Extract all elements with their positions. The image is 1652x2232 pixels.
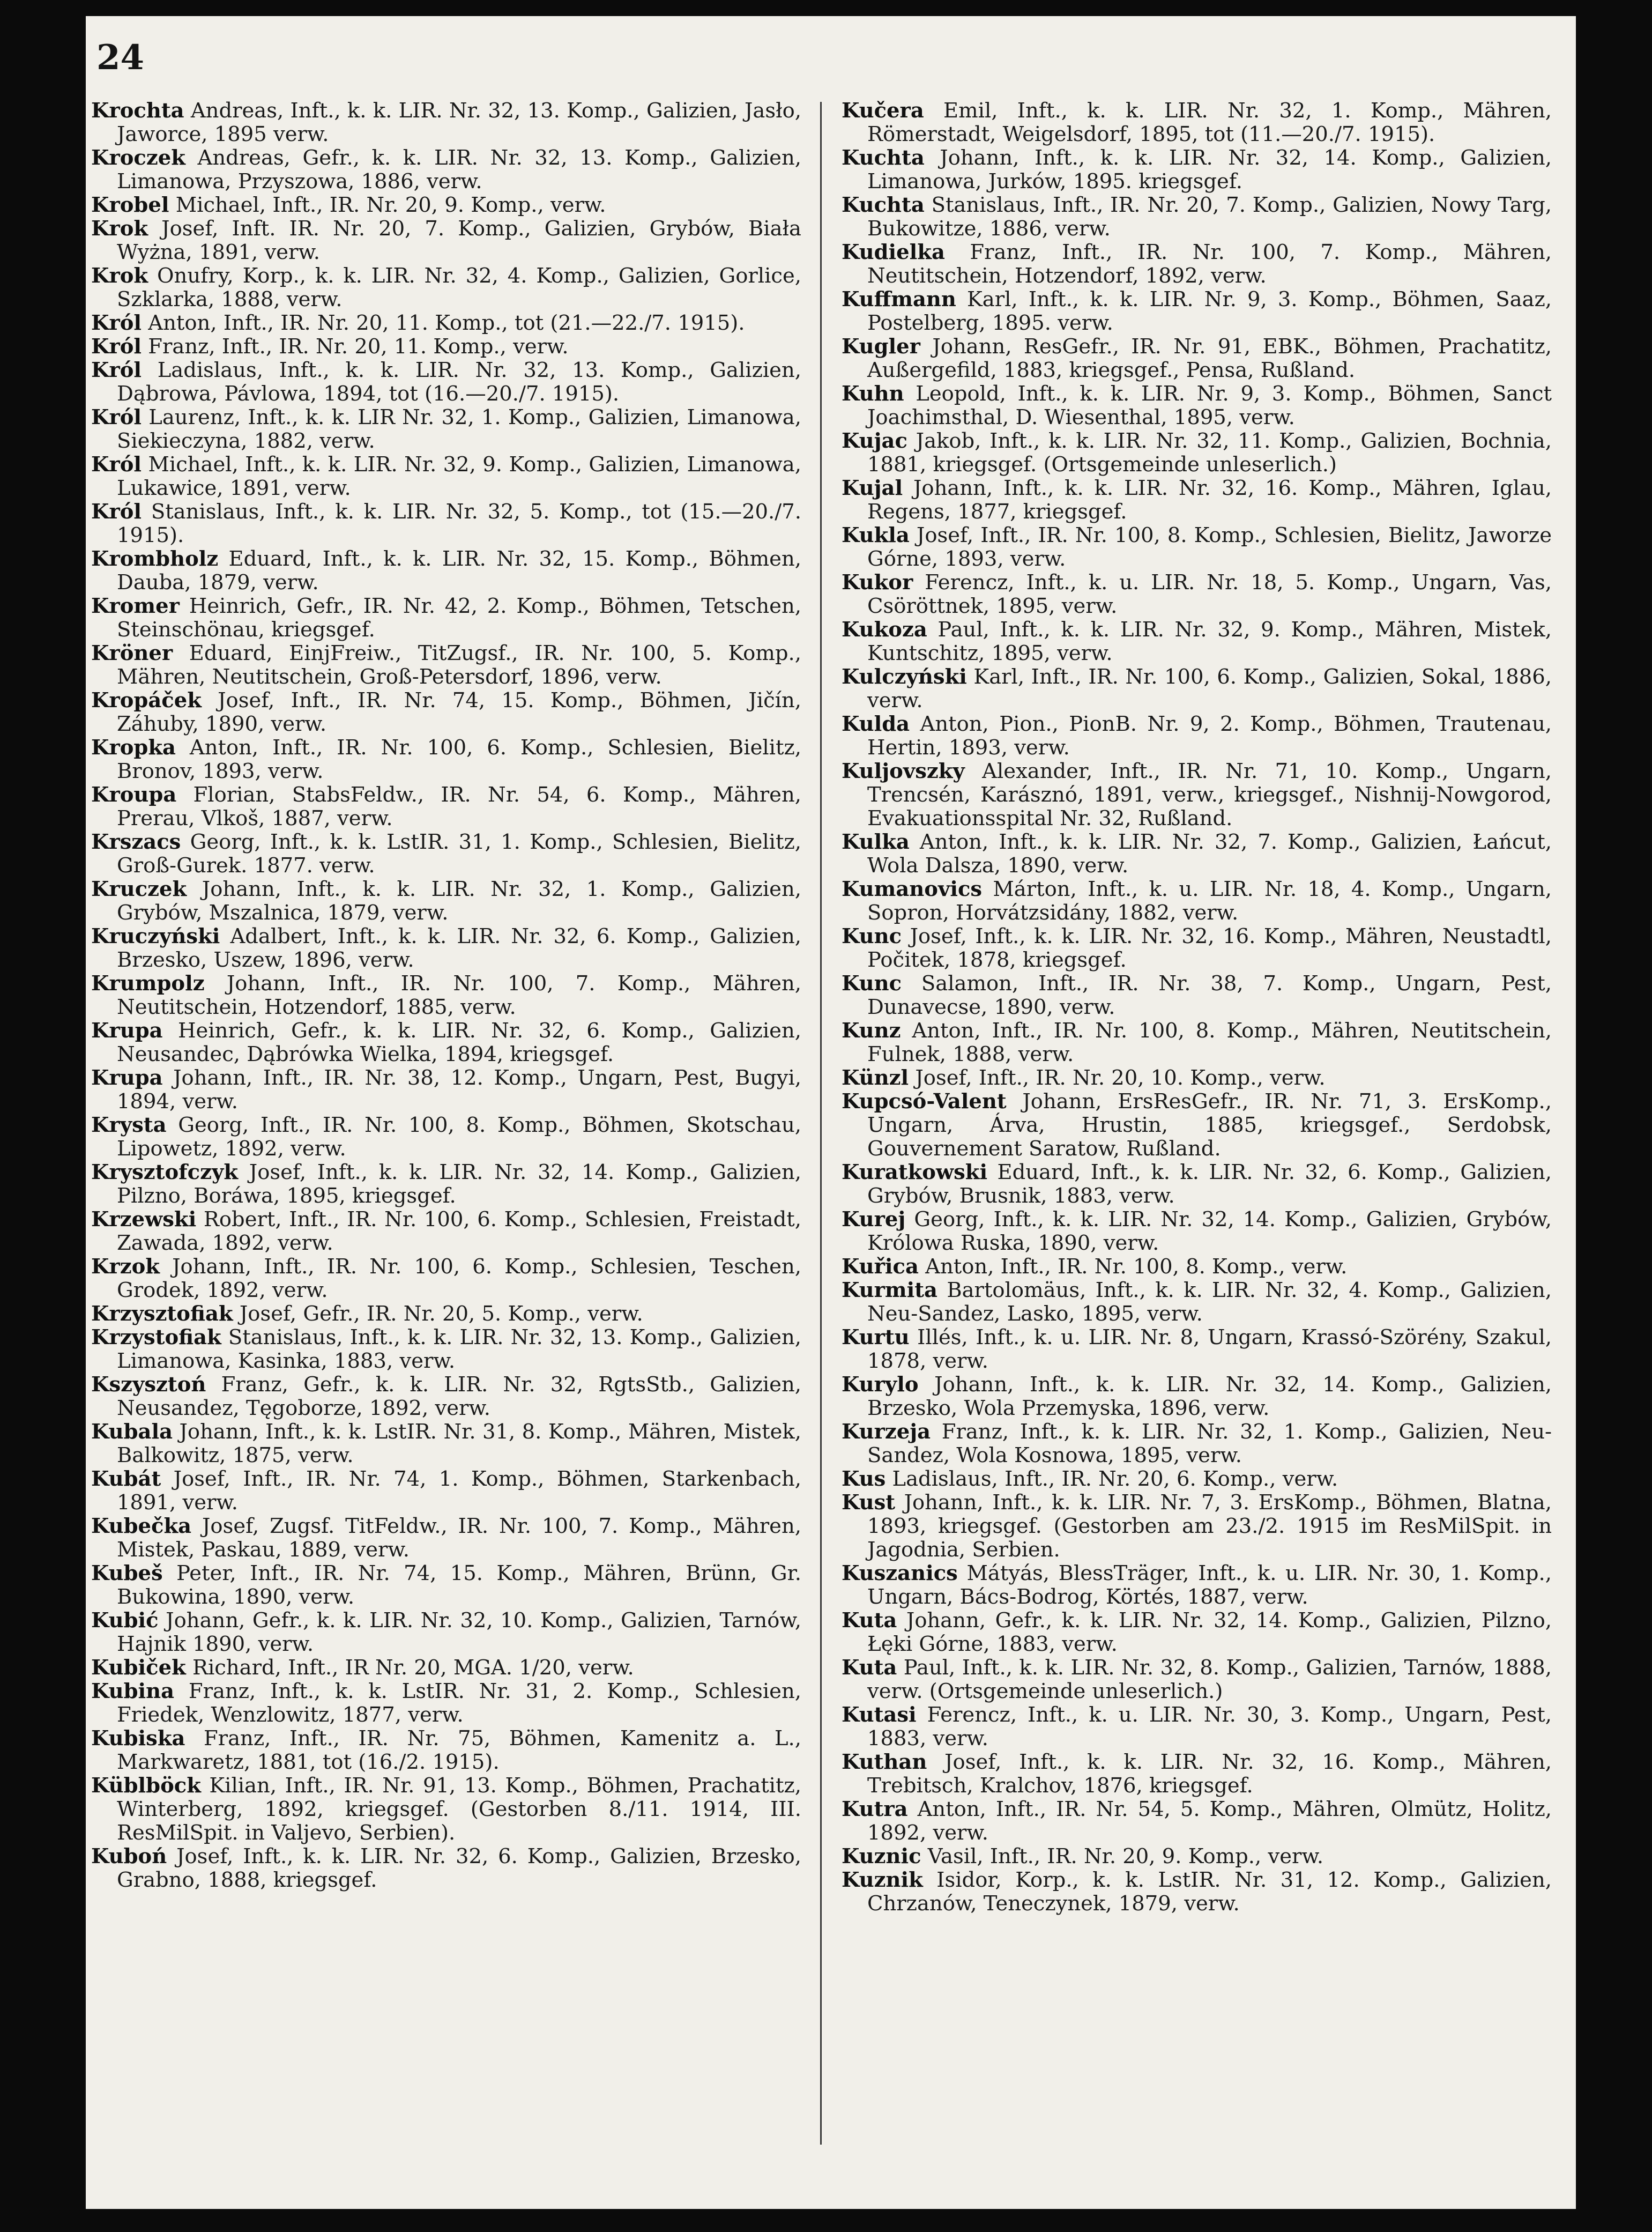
entry-surname: Kuthan [842, 1750, 927, 1774]
entry-details: Paul, Inft., k. k. LIR. Nr. 32, 9. Komp., Mähren, Mistek, Kuntschitz, 1895, verw. [867, 618, 1552, 665]
entry-surname: Kubečka [91, 1514, 192, 1538]
entry-details: Ferencz, Inft., k. u. LIR. Nr. 30, 3. Komp., Ungarn, Pest, 1883, verw. [867, 1703, 1552, 1751]
register-entry [842, 1491, 1552, 1562]
entry-details: Josef, Inft., k. k. LIR. Nr. 32, 14. Komp., Galizien, Pilzno, Boráwa, 1895, kriegsgef. [117, 1160, 801, 1208]
entry-surname: Kroczek [91, 146, 185, 170]
entry-details: Johann, Gefr., k. k. LIR. Nr. 32, 10. Komp., Galizien, Tarnów, Hajnik 1890, verw. [117, 1608, 801, 1656]
register-entry [91, 335, 801, 359]
entry-details: Mátyás, BlessTräger, Inft., k. u. LIR. Nr. 30, 1. Komp., Ungarn, Bács-Bodrog, Körtés, 1887, verw. [867, 1561, 1552, 1609]
entry-surname: Kudielka [842, 240, 945, 264]
entry-surname: Kurmita [842, 1278, 937, 1302]
entry-details: Johann, Inft., IR. Nr. 100, 7. Komp., Mähren, Neutitschein, Hotzendorf, 1885, verw. [117, 972, 801, 1019]
entry-surname: Kuchta [842, 193, 925, 217]
entry-details: Heinrich, Gefr., IR. Nr. 42, 2. Komp., Böhmen, Tetschen, Steinschönau, kriegsgef. [117, 594, 801, 642]
entry-details: Heinrich, Gefr., k. k. LIR. Nr. 32, 6. Komp., Galizien, Neusandec, Dąbrówka Wielka, 1894, kriegsgef. [117, 1019, 801, 1066]
entry-details: Johann, ResGefr., IR. Nr. 91, EBK., Böhmen, Prachatitz, Außergefild, 1883, kriegsgef., Pensa, Rußland. [867, 335, 1552, 382]
entry-details: Johann, Inft., k. k. LIR. Nr. 32, 14. Komp., Galizien, Limanowa, Jurków, 1895. kriegsgef. [867, 146, 1552, 194]
register-entry [91, 783, 801, 830]
register-entry [842, 99, 1552, 146]
entry-surname: Kuszanics [842, 1561, 958, 1585]
entry-details: Georg, Inft., k. k. LIR. Nr. 32, 14. Komp., Galizien, Grybów, Królowa Ruska, 1890, verw. [867, 1207, 1552, 1255]
register-entry [842, 1845, 1552, 1868]
entry-details: Johann, Gefr., k. k. LIR. Nr. 32, 14. Komp., Galizien, Pilzno, Łęki Górne, 1883, verw. [867, 1608, 1552, 1656]
register-entry [91, 99, 801, 146]
entry-details: Peter, Inft., IR. Nr. 74, 15. Komp., Mähren, Brünn, Gr. Bukowina, 1890, verw. [117, 1561, 801, 1609]
entry-surname: Kurzeja [842, 1420, 931, 1444]
entry-surname: Kuratkowski [842, 1160, 988, 1184]
register-entry [842, 760, 1552, 830]
entry-details: Illés, Inft., k. u. LIR. Nr. 8, Ungarn, Krassó-Szörény, Szakul, 1878, verw. [867, 1325, 1552, 1373]
entry-details: Johann, Inft., k. k. LIR. Nr. 7, 3. ErsKomp., Böhmen, Blatna, 1893, kriegsgef. (Gestorben am 23./2. 1915 im ResMilSpit. in Jagodnia, Serbien. [867, 1491, 1552, 1562]
entry-surname: Krzystofiak [91, 1325, 221, 1349]
entry-details: Johann, Inft., k. k. LIR. Nr. 32, 14. Komp., Galizien, Brzesko, Wola Przemyska, 1896, verw. [867, 1373, 1552, 1420]
entry-surname: Kurej [842, 1207, 906, 1232]
entry-details: Johann, Inft., k. k. LIR. Nr. 32, 1. Komp., Galizien, Grybów, Mszalnica, 1879, verw. [117, 877, 801, 925]
entry-surname: Kruczyński [91, 924, 220, 948]
register-entry [842, 429, 1552, 477]
register-entry [91, 194, 801, 217]
entry-details: Johann, Inft., k. k. LIR. Nr. 32, 16. Komp., Mähren, Iglau, Regens, 1877, kriegsgef. [867, 476, 1552, 524]
register-entry [91, 406, 801, 453]
register-entry [842, 1090, 1552, 1161]
register-entry [91, 500, 801, 547]
entry-details: Franz, Gefr., k. k. LIR. Nr. 32, RgtsStb., Galizien, Neusandez, Tęgoborze, 1892, verw. [117, 1373, 801, 1420]
entry-surname: Kuhn [842, 382, 904, 406]
entry-details: Andreas, Inft., k. k. LIR. Nr. 32, 13. Komp., Galizien, Jasło, Jaworce, 1895 verw. [117, 99, 801, 146]
entry-details: Márton, Inft., k. u. LIR. Nr. 18, 4. Komp., Ungarn, Sopron, Horvátzsidány, 1882, verw. [867, 877, 1552, 925]
entry-details: Anton, Inft., IR. Nr. 100, 8. Komp., Mähren, Neutitschein, Fulnek, 1888, verw. [867, 1019, 1552, 1066]
entry-surname: Kulczyński [842, 665, 967, 689]
entry-surname: Król [91, 311, 142, 335]
entry-details: Josef, Inft. IR. Nr. 20, 7. Komp., Galizien, Grybów, Biała Wyżna, 1891, verw. [117, 217, 801, 264]
entry-details: Johann, Inft., k. k. LstIR. Nr. 31, 8. Komp., Mähren, Mistek, Balkowitz, 1875, verw. [117, 1420, 801, 1467]
register-entry [842, 618, 1552, 665]
entry-details: Josef, Gefr., IR. Nr. 20, 5. Komp., verw. [233, 1302, 643, 1326]
register-entry [842, 1868, 1552, 1916]
entry-surname: Kučera [842, 99, 924, 123]
entry-surname: Krupa [91, 1019, 163, 1043]
register-entry [91, 547, 801, 595]
entry-surname: Krysta [91, 1113, 167, 1137]
register-entry [91, 1845, 801, 1892]
entry-details: Robert, Inft., IR. Nr. 100, 6. Komp., Schlesien, Freistadt, Zawada, 1892, verw. [117, 1207, 801, 1255]
register-entry [842, 335, 1552, 382]
register-entry [842, 1279, 1552, 1326]
entry-details: Franz, Inft., IR. Nr. 75, Böhmen, Kamenitz a. L., Markwaretz, 1881, tot (16./2. 1915). [117, 1726, 801, 1774]
entry-surname: Kukor [842, 570, 913, 595]
entry-details: Kilian, Inft., IR. Nr. 91, 13. Komp., Böhmen, Prachatitz, Winterberg, 1892, kriegsgef. (Gestorben 8./11. 1914, III. ResMilSpit. in Valjevo, Serbien). [117, 1774, 801, 1845]
entry-surname: Kulda [842, 712, 910, 736]
entry-details: Stanislaus, Inft., k. k. LIR. Nr. 32, 13. Komp., Galizien, Limanowa, Kasinka, 1883, verw. [117, 1325, 801, 1373]
register-entry [842, 1255, 1552, 1279]
register-entry [91, 972, 801, 1019]
entry-surname: Król [91, 453, 142, 477]
register-entry [91, 312, 801, 335]
register-entry [91, 1066, 801, 1114]
entry-surname: Kunc [842, 972, 902, 996]
entry-details: Michael, Inft., k. k. LIR. Nr. 32, 9. Komp., Galizien, Limanowa, Lukawice, 1891, verw. [117, 453, 801, 500]
entry-surname: Kruczek [91, 877, 187, 901]
entry-surname: Kroupa [91, 783, 177, 807]
entry-surname: Kutra [842, 1797, 908, 1821]
entry-details: Franz, Inft., IR. Nr. 20, 11. Komp., verw. [142, 335, 569, 359]
entry-surname: Künzl [842, 1066, 909, 1090]
entry-details: Georg, Inft., k. k. LstIR. 31, 1. Komp., Schlesien, Bielitz, Groß-Gurek. 1877. verw. [117, 830, 801, 878]
entry-details: Adalbert, Inft., k. k. LIR. Nr. 32, 6. Komp., Galizien, Brzesko, Uszew, 1896, verw. [117, 924, 801, 972]
register-entry [842, 571, 1552, 618]
entry-details: Andreas, Gefr., k. k. LIR. Nr. 32, 13. Komp., Galizien, Limanowa, Przyszowa, 1886, verw. [117, 146, 801, 194]
register-entry [842, 382, 1552, 429]
register-entry [842, 878, 1552, 925]
register-entry [91, 1680, 801, 1727]
register-entry [91, 1562, 801, 1609]
entry-surname: Krochta [91, 99, 184, 123]
register-entry [91, 642, 801, 689]
entry-surname: Kropka [91, 736, 176, 760]
entry-surname: Kujac [842, 429, 907, 453]
entry-surname: Krombholz [91, 547, 219, 571]
entry-details: Karl, Inft., IR. Nr. 100, 6. Komp., Galizien, Sokal, 1886, verw. [867, 665, 1552, 713]
entry-surname: Kumanovics [842, 877, 983, 901]
entry-details: Johann, Inft., IR. Nr. 38, 12. Komp., Ungarn, Pest, Bugyi, 1894, verw. [117, 1066, 801, 1114]
entry-surname: Krszacs [91, 830, 181, 854]
entry-details: Stanislaus, Inft., IR. Nr. 20, 7. Komp., Galizien, Nowy Targ, Bukowitze, 1886, verw. [867, 193, 1552, 241]
entry-details: Josef, Inft., k. k. LIR. Nr. 32, 16. Komp., Mähren, Neustadtl, Počitek, 1878, kriegsgef. [867, 924, 1552, 972]
entry-details: Onufry, Korp., k. k. LIR. Nr. 32, 4. Komp., Galizien, Gorlice, Szklarka, 1888, verw. [117, 264, 801, 312]
entry-details: Eduard, EinjFreiw., TitZugsf., IR. Nr. 100, 5. Komp., Mähren, Neutitschein, Groß-Petersdorf, 1896, verw. [117, 641, 801, 689]
entry-surname: Kurtu [842, 1325, 910, 1349]
register-entry [842, 1467, 1552, 1491]
entry-surname: Kuznik [842, 1868, 923, 1892]
entry-surname: Kugler [842, 335, 920, 359]
entry-surname: Krzewski [91, 1207, 197, 1232]
register-entry [842, 1420, 1552, 1467]
register-entry [842, 1373, 1552, 1420]
entry-surname: Kuta [842, 1608, 897, 1633]
register-entry [842, 194, 1552, 241]
register-entry [91, 359, 801, 406]
entry-details: Anton, Inft., IR. Nr. 100, 8. Komp., verw. [918, 1255, 1348, 1279]
entry-details: Josef, Inft., IR. Nr. 20, 10. Komp., verw. [909, 1066, 1326, 1090]
register-entry [842, 524, 1552, 571]
entry-details: Josef, Inft., k. k. LIR. Nr. 32, 6. Komp., Galizien, Brzesko, Grabno, 1888, kriegsgef. [117, 1844, 801, 1892]
entry-surname: Krobel [91, 193, 169, 217]
register-entry [842, 146, 1552, 194]
register-entry [91, 736, 801, 783]
entry-surname: Kromer [91, 594, 180, 618]
entry-surname: Kubina [91, 1679, 175, 1703]
register-entry [842, 925, 1552, 972]
entry-details: Josef, Inft., IR. Nr. 100, 8. Komp., Schlesien, Bielitz, Jaworze Górne, 1893, verw. [867, 523, 1552, 571]
register-entry [91, 1114, 801, 1161]
entry-surname: Krok [91, 264, 148, 288]
entry-details: Karl, Inft., k. k. LIR. Nr. 9, 3. Komp., Böhmen, Saaz, Postelberg, 1895. verw. [867, 287, 1552, 335]
entry-details: Franz, Inft., k. k. LstIR. Nr. 31, 2. Komp., Schlesien, Friedek, Wenzlowitz, 1877, verw. [117, 1679, 801, 1727]
entry-surname: Król [91, 335, 142, 359]
entry-surname: Kuznic [842, 1844, 921, 1868]
page-number: 24 [96, 38, 145, 78]
entry-surname: Kuboń [91, 1844, 167, 1868]
register-entry [91, 146, 801, 194]
entry-surname: Król [91, 405, 142, 429]
register-entry [91, 453, 801, 500]
entry-details: Eduard, Inft., k. k. LIR. Nr. 32, 15. Komp., Böhmen, Dauba, 1879, verw. [117, 547, 801, 595]
register-entry [842, 830, 1552, 878]
register-entry [91, 1467, 801, 1515]
entry-details: Isidor, Korp., k. k. LstIR. Nr. 31, 12. Komp., Galizien, Chrzanów, Teneczynek, 1879, verw. [867, 1868, 1552, 1916]
entry-surname: Kust [842, 1491, 896, 1515]
register-entry [842, 1208, 1552, 1255]
entry-surname: Kröner [91, 641, 173, 665]
entry-surname: Kuljovszky [842, 759, 965, 783]
entry-details: Anton, Inft., k. k. LIR. Nr. 32, 7. Komp., Galizien, Łańcut, Wola Dalsza, 1890, verw. [867, 830, 1552, 878]
entry-details: Jakob, Inft., k. k. LIR. Nr. 32, 11. Komp., Galizien, Bochnia, 1881, kriegsgef. (Ortsgemeinde unleserlich.) [867, 429, 1552, 477]
register-entry [842, 241, 1552, 288]
entry-surname: Krumpolz [91, 972, 205, 996]
entry-details: Josef, Inft., IR. Nr. 74, 15. Komp., Böhmen, Jičín, Záhuby, 1890, verw. [117, 688, 801, 736]
entry-details: Anton, Pion., PionB. Nr. 9, 2. Komp., Böhmen, Trautenau, Hertin, 1893, verw. [867, 712, 1552, 760]
entry-details: Eduard, Inft., k. k. LIR. Nr. 32, 6. Komp., Galizien, Grybów, Brusnik, 1883, verw. [867, 1160, 1552, 1208]
register-entry [91, 1609, 801, 1656]
entry-surname: Krok [91, 217, 148, 241]
entry-surname: Krzysztofiak [91, 1302, 233, 1326]
entry-surname: Kukla [842, 523, 910, 547]
register-entry [91, 1255, 801, 1302]
entry-details: Paul, Inft., k. k. LIR. Nr. 32, 8. Komp., Galizien, Tarnów, 1888, verw. (Ortsgemeinde unleserlich.) [867, 1656, 1552, 1703]
register-entry [842, 1161, 1552, 1208]
entry-details: Anton, Inft., IR. Nr. 100, 6. Komp., Schlesien, Bielitz, Bronov, 1893, verw. [117, 736, 801, 783]
register-entry [842, 288, 1552, 335]
register-entry [91, 1208, 801, 1255]
register-entry [91, 1373, 801, 1420]
entry-surname: Kropáček [91, 688, 202, 713]
entry-details: Florian, StabsFeldw., IR. Nr. 54, 6. Komp., Mähren, Prerau, Vlkoš, 1887, verw. [117, 783, 801, 830]
entry-details: Josef, Zugsf. TitFeldw., IR. Nr. 100, 7. Komp., Mähren, Mistek, Paskau, 1889, verw. [117, 1514, 801, 1562]
entry-surname: Kus [842, 1467, 886, 1491]
entry-details: Josef, Inft., IR. Nr. 74, 1. Komp., Böhmen, Starkenbach, 1891, verw. [117, 1467, 801, 1515]
register-entry [91, 1727, 801, 1774]
register-entry [842, 1798, 1552, 1845]
register-entry [91, 1161, 801, 1208]
register-entry [842, 1326, 1552, 1373]
register-entry [91, 264, 801, 312]
left-column [91, 99, 801, 2179]
entry-surname: Kubala [91, 1420, 173, 1444]
entry-surname: Kurylo [842, 1373, 919, 1397]
entry-surname: Kubát [91, 1467, 161, 1491]
register-entry [842, 1019, 1552, 1066]
entry-details: Alexander, Inft., IR. Nr. 71, 10. Komp., Ungarn, Trencsén, Karásznó, 1891, verw., kriegsgef., Nishnij-Nowgorod, Evakuationsspital Nr. 32, Rußland. [867, 759, 1552, 830]
register-entry [91, 217, 801, 264]
entry-details: Laurenz, Inft., k. k. LIR Nr. 32, 1. Komp., Galizien, Limanowa, Siekieczyna, 1882, verw. [117, 405, 801, 453]
register-entry [91, 830, 801, 878]
entry-surname: Kunc [842, 924, 902, 948]
entry-surname: Kupcsó-Valent [842, 1089, 1007, 1114]
register-entry [91, 1326, 801, 1373]
entry-surname: Kszysztoń [91, 1373, 206, 1397]
entry-surname: Kubiska [91, 1726, 185, 1751]
entry-surname: Krysztofczyk [91, 1160, 239, 1184]
register-entry [842, 713, 1552, 760]
entry-surname: Kunz [842, 1019, 901, 1043]
entry-surname: Krupa [91, 1066, 163, 1090]
register-entry [91, 925, 801, 972]
entry-details: Richard, Inft., IR Nr. 20, MGA. 1/20, verw. [185, 1656, 634, 1680]
column-divider [820, 102, 822, 2145]
register-entry [842, 1066, 1552, 1090]
entry-details: Stanislaus, Inft., k. k. LIR. Nr. 32, 5. Komp., tot (15.—20./7. 1915). [117, 500, 801, 547]
register-entry [91, 1515, 801, 1562]
entry-details: Anton, Inft., IR. Nr. 20, 11. Komp., tot (21.—22./7. 1915). [142, 311, 745, 335]
register-entry [842, 1609, 1552, 1656]
entry-details: Emil, Inft., k. k. LIR. Nr. 32, 1. Komp., Mähren, Römerstadt, Weigelsdorf, 1895, tot (11.—20./7. 1915). [867, 99, 1552, 146]
entry-surname: Kujal [842, 476, 903, 500]
entry-surname: Król [91, 500, 142, 524]
entry-details: Salamon, Inft., IR. Nr. 38, 7. Komp., Ungarn, Pest, Dunavecse, 1890, verw. [867, 972, 1552, 1019]
register-entry [842, 665, 1552, 713]
entry-surname: Kutasi [842, 1703, 917, 1727]
entry-surname: Kuta [842, 1656, 897, 1680]
entry-surname: Kuchta [842, 146, 925, 170]
register-entry [91, 595, 801, 642]
entry-surname: Kuřica [842, 1255, 919, 1279]
entry-surname: Król [91, 358, 142, 382]
entry-surname: Kukoza [842, 618, 927, 642]
register-entry [842, 1751, 1552, 1798]
entry-surname: Küblböck [91, 1774, 201, 1798]
register-entry [842, 1656, 1552, 1703]
entry-details: Johann, Inft., IR. Nr. 100, 6. Komp., Schlesien, Teschen, Grodek, 1892, verw. [117, 1255, 801, 1302]
entry-details: Michael, Inft., IR. Nr. 20, 9. Komp., verw. [169, 193, 606, 217]
register-entry [842, 1562, 1552, 1609]
entry-details: Franz, Inft., IR. Nr. 100, 7. Komp., Mähren, Neutitschein, Hotzendorf, 1892, verw. [867, 240, 1552, 288]
entry-surname: Kubeš [91, 1561, 163, 1585]
entry-surname: Kubiček [91, 1656, 186, 1680]
register-entry [842, 1703, 1552, 1751]
register-entry [91, 689, 801, 736]
right-column [842, 99, 1552, 2179]
entry-surname: Krzok [91, 1255, 160, 1279]
register-entry [842, 972, 1552, 1019]
entry-surname: Kulka [842, 830, 910, 854]
entry-details: Ladislaus, Inft., k. k. LIR. Nr. 32, 13. Komp., Galizien, Dąbrowa, Pávlowa, 1894, tot (16.—20./7. 1915). [117, 358, 801, 406]
entry-details: Bartolomäus, Inft., k. k. LIR. Nr. 32, 4. Komp., Galizien, Neu-Sandez, Lasko, 1895, verw. [867, 1278, 1552, 1326]
register-entry [91, 1774, 801, 1845]
entry-details: Leopold, Inft., k. k. LIR. Nr. 9, 3. Komp., Böhmen, Sanct Joachimsthal, D. Wiesenthal, 1895, verw. [867, 382, 1552, 429]
entry-details: Georg, Inft., IR. Nr. 100, 8. Komp., Böhmen, Skotschau, Lipowetz, 1892, verw. [117, 1113, 801, 1161]
register-entry [91, 878, 801, 925]
entry-details: Johann, ErsResGefr., IR. Nr. 71, 3. ErsKomp., Ungarn, Árva, Hrustin, 1885, kriegsgef., Serdobsk, Gouvernement Saratow, Rußland. [867, 1089, 1552, 1161]
register-entry [842, 477, 1552, 524]
entry-surname: Kuffmann [842, 287, 956, 312]
entry-surname: Kubić [91, 1608, 159, 1633]
entry-details: Ferencz, Inft., k. u. LIR. Nr. 18, 5. Komp., Ungarn, Vas, Csöröttnek, 1895, verw. [867, 570, 1552, 618]
register-entry [91, 1656, 801, 1680]
entry-details: Vasil, Inft., IR. Nr. 20, 9. Komp., verw. [921, 1844, 1324, 1868]
register-entry [91, 1420, 801, 1467]
entry-details: Josef, Inft., k. k. LIR. Nr. 32, 16. Komp., Mähren, Trebitsch, Kralchov, 1876, kriegsgef. [867, 1750, 1552, 1798]
entry-details: Franz, Inft., k. k. LIR. Nr. 32, 1. Komp., Galizien, Neu-Sandez, Wola Kosnowa, 1895, verw. [867, 1420, 1552, 1467]
entry-details: Ladislaus, Inft., IR. Nr. 20, 6. Komp., verw. [885, 1467, 1338, 1491]
register-entry [91, 1019, 801, 1066]
entry-details: Anton, Inft., IR. Nr. 54, 5. Komp., Mähren, Olmütz, Holitz, 1892, verw. [867, 1797, 1552, 1845]
register-entry [91, 1302, 801, 1326]
